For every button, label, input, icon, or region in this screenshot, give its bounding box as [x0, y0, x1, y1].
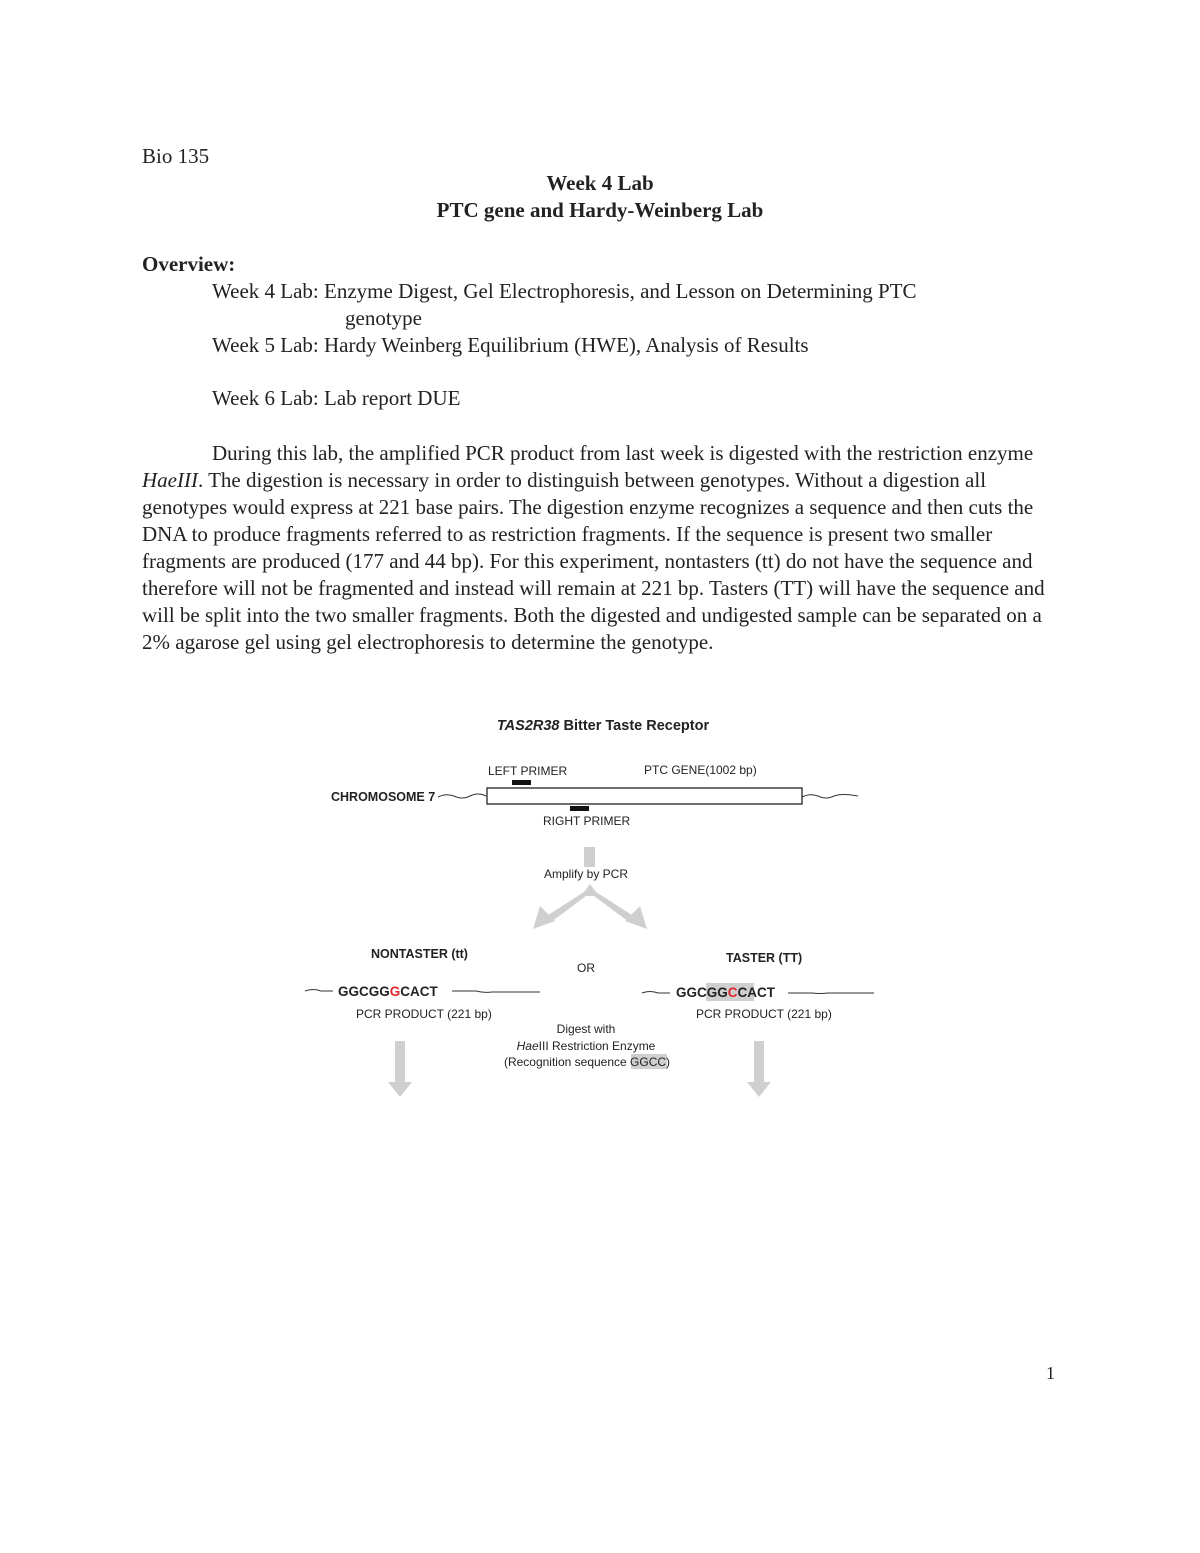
digest-line-3-a: (Recognition sequence [503, 1055, 631, 1069]
diagram-title-rest: Bitter Taste Receptor [559, 718, 710, 734]
taster-seq-snp: C [727, 985, 738, 1000]
overview-week6: Week 6 Lab: Lab report DUE [212, 386, 461, 410]
taster-pcr-product: PCR PRODUCT (221 bp) [696, 1007, 832, 1021]
digest-line-2 [517, 1039, 656, 1053]
chromosome-right-line [802, 795, 858, 799]
ptc-gene-label: PTC GENE(1002 bp) [644, 763, 757, 777]
taster-seq-b: GG [706, 985, 728, 1000]
nontaster-line-right [452, 991, 540, 992]
page-title: Week 4 Lab [546, 171, 654, 195]
paragraph-text-2: . The digestion is necessary in order to distinguish between genotypes. Without a digestion all genotypes would express at 221 base pairs. The digestion enzyme recognizes a sequence and then cuts the DNA to produce fragments referred to as restriction fragments. If the sequence is present two smaller fragments are produced (177 and 44 bp). For this experiment, nontasters (tt) do not have the sequence and therefore will not be fragmented and instead will remain at 221 bp. Tasters (TT) will have the sequence and will be split into the two smaller fragments. Both the digested and undigested sample can be separated on a 2% agarose gel using gel electrophoresis to determine the genotype. [142, 468, 1045, 654]
enzyme-name: HaeIII [142, 468, 198, 492]
overview-week4: Week 4 Lab: Enzyme Digest, Gel Electrophoresis, and Lesson on Determining PTC [212, 279, 917, 303]
chromosome-label: CHROMOSOME 7 [331, 790, 436, 804]
page-subtitle: PTC gene and Hardy-Weinberg Lab [436, 198, 764, 222]
nontaster-down-arrow [388, 1041, 412, 1097]
digest-line-3 [504, 1055, 670, 1069]
taster-label: TASTER (TT) [726, 951, 803, 965]
nontaster-pcr-product: PCR PRODUCT (221 bp) [356, 1007, 492, 1021]
nontaster-seq-c: CACT [400, 984, 438, 999]
left-primer-label: LEFT PRIMER [488, 764, 568, 778]
course-label: Bio 135 [142, 144, 210, 168]
digest-line-1: Digest with [556, 1022, 616, 1036]
nontaster-seq-a: GGCGG [338, 984, 390, 999]
amplify-arrow-stem [584, 847, 595, 867]
taster-seq-e: ACT [747, 985, 776, 1000]
nontaster-sequence [338, 984, 439, 999]
taster-seq-a: GGC [676, 985, 707, 1000]
paragraph-text-1: During this lab, the amplified PCR product from last week is digested with the restriction enzyme [212, 441, 1034, 465]
overview-heading: Overview: [142, 252, 236, 276]
overview-week5: Week 5 Lab: Hardy Weinberg Equilibrium (HWE), Analysis of Results [212, 333, 809, 357]
ptc-gene-box [487, 788, 802, 804]
or-label: OR [577, 961, 595, 975]
right-primer-mark [570, 806, 589, 811]
taster-sequence [676, 985, 776, 1000]
chromosome-left-line [438, 794, 486, 798]
taster-line-right [788, 993, 874, 994]
diagram-title [497, 718, 710, 734]
taster-line-left [642, 992, 670, 994]
digest-line-3-b: GGCC [630, 1055, 667, 1069]
digest-line-3-c: ) [666, 1055, 671, 1069]
digest-enzyme-italic: Hae [516, 1039, 539, 1053]
taster-seq-d: C [737, 985, 748, 1000]
taster-down-arrow [747, 1041, 771, 1097]
digest-enzyme-rest: III Restriction Enzyme [538, 1039, 656, 1053]
right-primer-label: RIGHT PRIMER [543, 814, 631, 828]
split-arrow-body [545, 884, 635, 922]
nontaster-seq-snp: G [389, 984, 401, 999]
nontaster-line-left [305, 990, 333, 992]
left-primer-mark [512, 780, 531, 785]
diagram-title-gene: TAS2R38 [496, 718, 560, 734]
amplify-label: Amplify by PCR [543, 867, 629, 881]
page-number: 1 [1046, 1363, 1055, 1383]
overview-week4-continued: genotype [345, 306, 422, 330]
nontaster-label: NONTASTER (tt) [371, 947, 468, 961]
